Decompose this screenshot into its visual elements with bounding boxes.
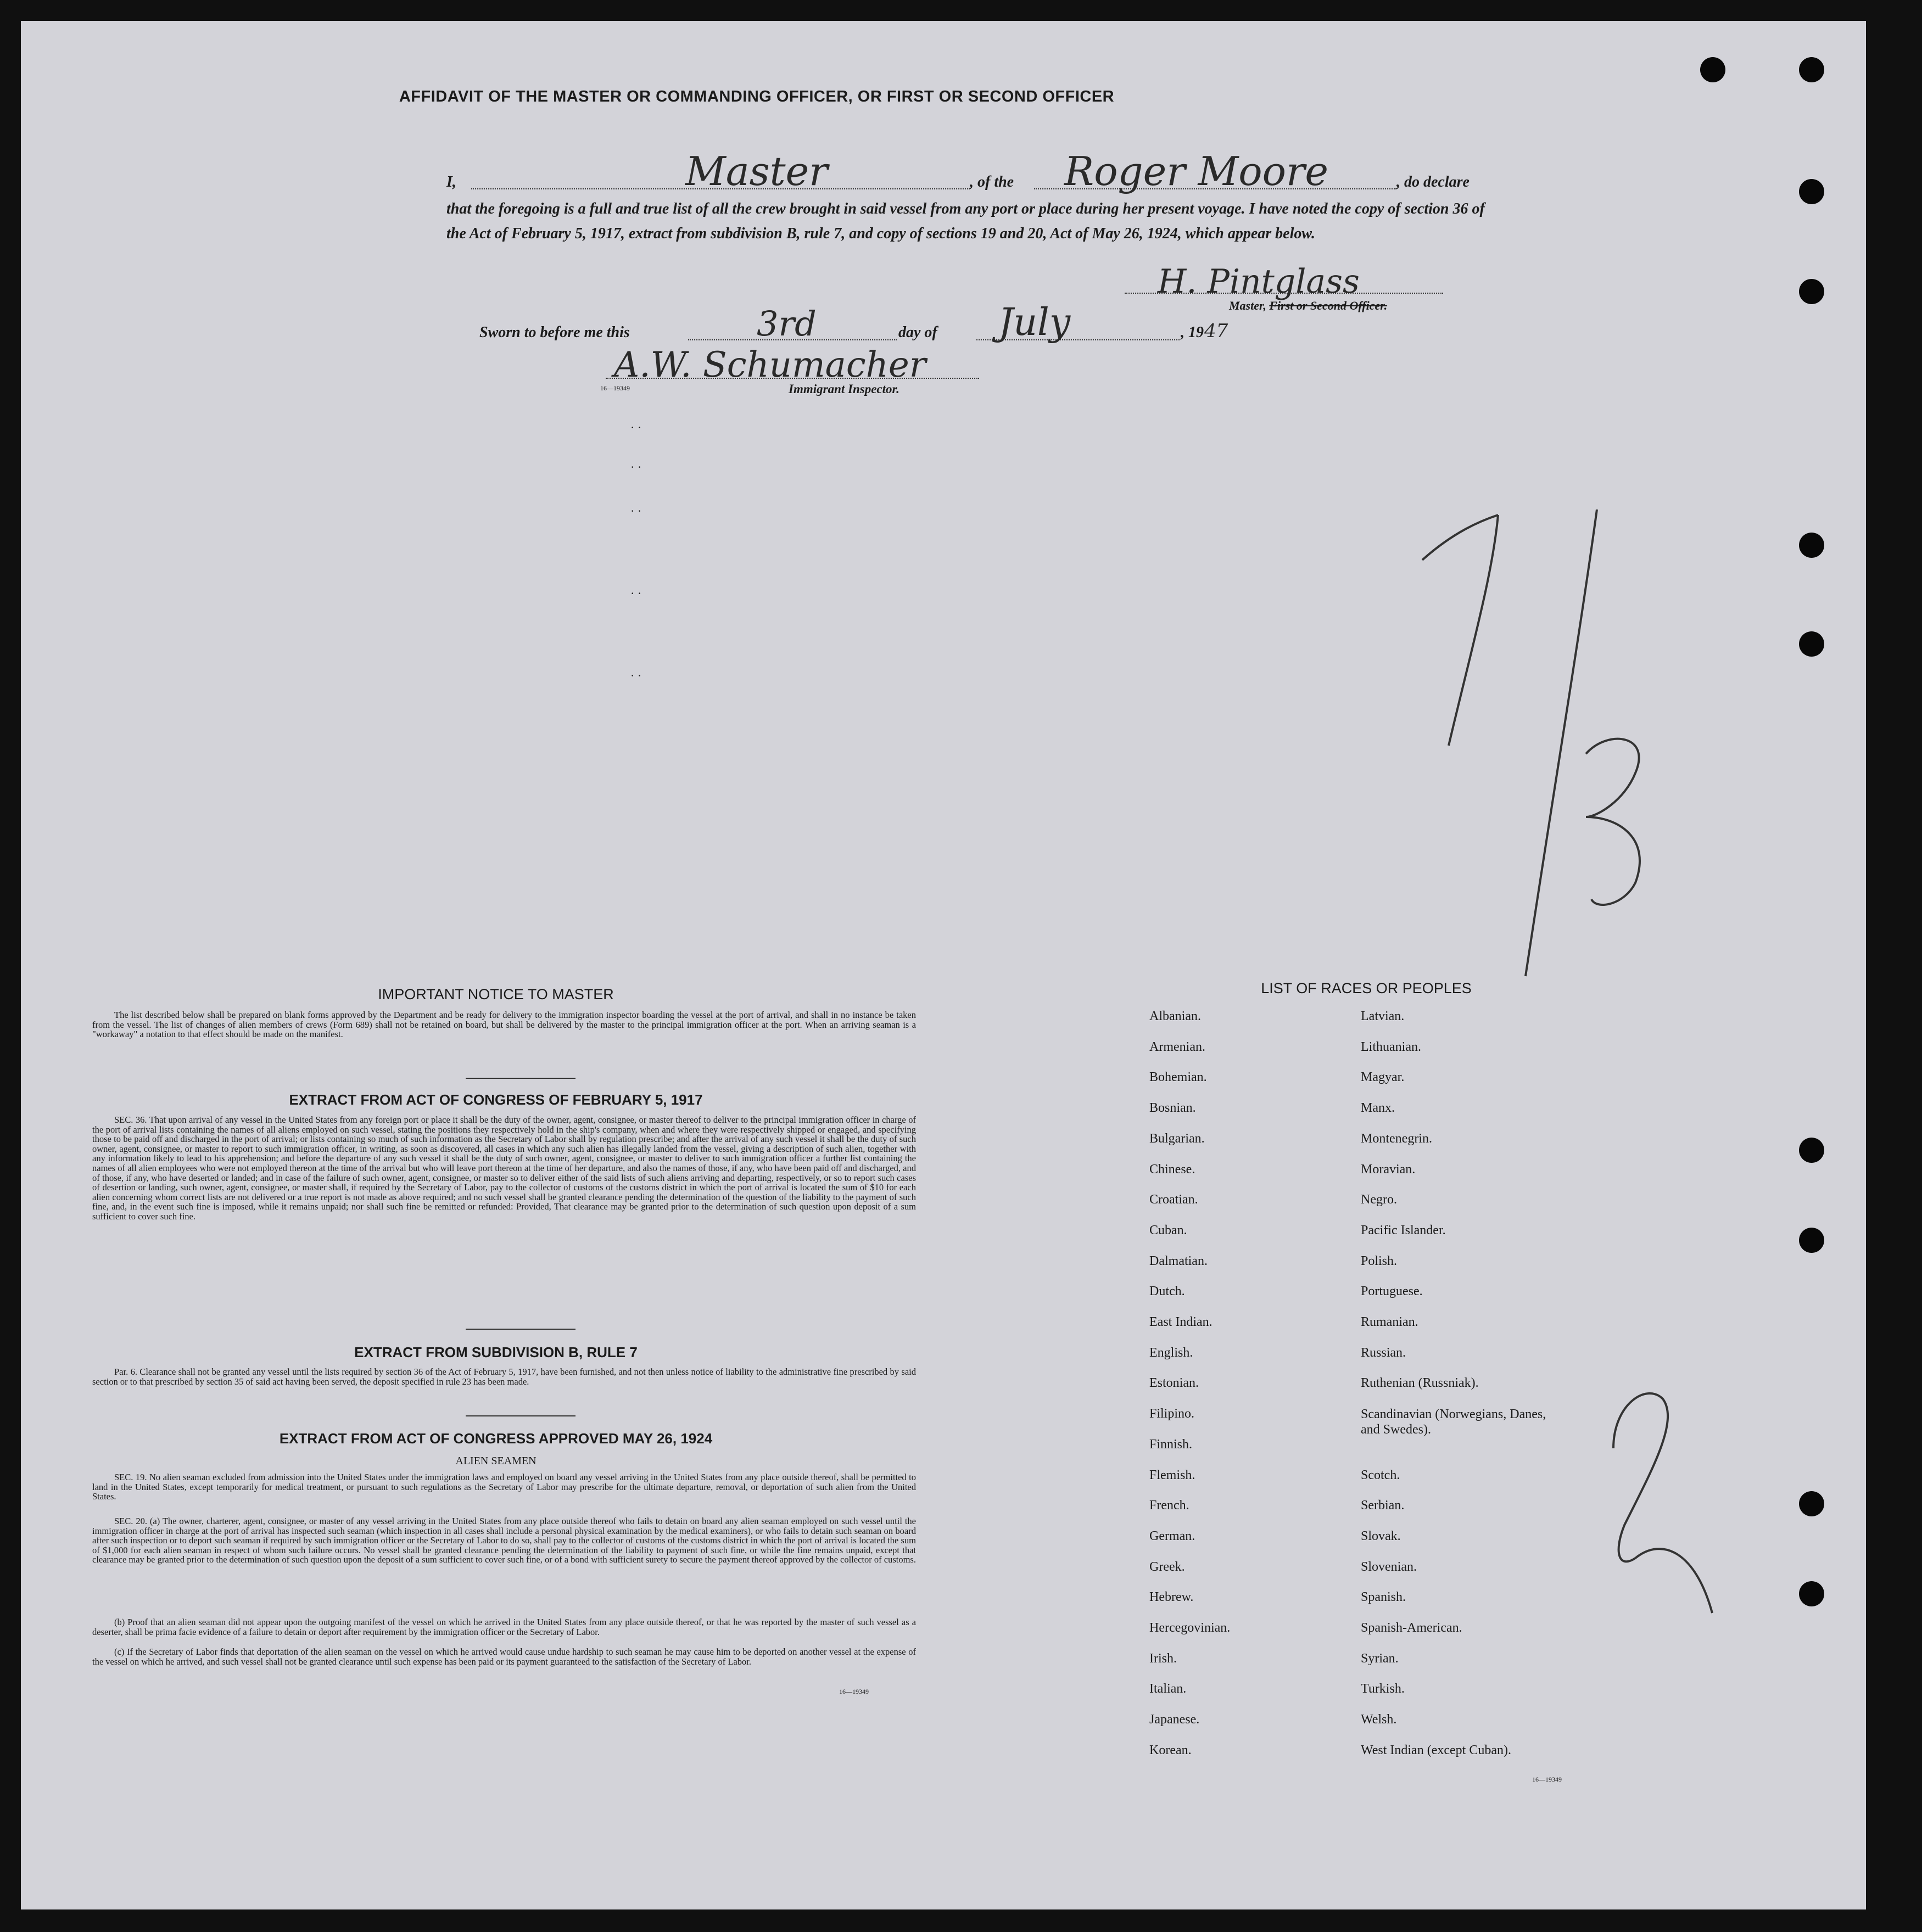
race-item: East Indian. [1149, 1315, 1213, 1329]
punch-hole [1799, 533, 1824, 558]
race-item: Rumanian. [1361, 1315, 1418, 1329]
race-item: Russian. [1361, 1345, 1406, 1360]
race-item: West Indian (except Cuban). [1361, 1743, 1511, 1757]
form-number-top: 16—19349 [600, 384, 630, 392]
race-item: Dutch. [1149, 1284, 1185, 1299]
rule7-text: Par. 6. Clearance shall not be granted any vessel until the lists required by section 36 of the Act of February 5, 1917, have been furnished, and not then unless notice of liability to the administrative fine prescribed by said section or to that prescribed by section 35 of said act having been served, the deposit specified in rule 23 has been made. [92, 1367, 916, 1387]
race-item: Hercegovinian. [1149, 1621, 1231, 1635]
punch-hole [1799, 1491, 1824, 1516]
race-item: Spanish-American. [1361, 1621, 1462, 1635]
month-handwritten: July [998, 301, 1071, 344]
race-item: Albanian. [1149, 1009, 1201, 1023]
punch-hole [1799, 179, 1824, 204]
punch-hole [1799, 631, 1824, 657]
race-item: Bulgarian. [1149, 1131, 1205, 1146]
margin-dots: · · [630, 421, 642, 434]
signature-caption: Master, First or Second Officer. [1229, 299, 1388, 312]
race-item: English. [1149, 1345, 1193, 1360]
sworn-label: Sworn to before me this [479, 324, 630, 341]
race-item: Syrian. [1361, 1651, 1399, 1666]
vessel-name-handwritten: Roger Moore [1064, 148, 1329, 194]
race-item: Serbian. [1361, 1498, 1405, 1513]
divider [466, 1078, 576, 1079]
divider [466, 1329, 576, 1330]
inspector-signature: A.W. Schumacher [614, 345, 926, 385]
punch-hole [1799, 1138, 1824, 1163]
affidavit-i-label: I, [446, 173, 456, 191]
race-item: Croatian. [1149, 1192, 1198, 1207]
margin-dots: · · [630, 586, 642, 600]
race-item: Chinese. [1149, 1162, 1195, 1177]
race-item: Estonian. [1149, 1376, 1199, 1391]
sec20c-text: (c) If the Secretary of Labor finds that deportation of the alien seaman on the vessel on which he arrived would cause undue hardship to such seaman he may cause him to be deported on another vessel at the expense of the vessel on which he arrived, and such vessel shall not be granted clearance until such expense has been paid or its payment guaranteed to the satisfaction of the Secretary of Labor. [92, 1647, 916, 1667]
handwritten-fraction-mark [1416, 509, 1690, 1004]
race-item: Portuguese. [1361, 1284, 1423, 1299]
of-the-label: , of the [970, 173, 1014, 191]
notice-text: The list described below shall be prepared on blank forms approved by the Department and be ready for delivery to the immigration inspector boarding the vessel at the port of arrival, and shall in no instance be taken from the vessel. The list of changes of alien members of crews (Form 689) shall not be retained on board, but shall be delivered by the master to the principal immigration officer at the port. When an arriving seaman is a "workaway" a notation to that effect should be made on the manifest. [92, 1010, 916, 1040]
master-signature: H. Pintglass [1158, 262, 1360, 301]
form-number-left: 16—19349 [839, 1688, 869, 1695]
race-item: Slovak. [1361, 1528, 1401, 1543]
day-of-label: day of [898, 324, 937, 341]
punch-hole [1799, 279, 1824, 304]
do-declare-label: , do declare [1396, 173, 1470, 191]
extract-1924-heading: EXTRACT FROM ACT OF CONGRESS APPROVED MAY 26, 1924 [279, 1430, 713, 1447]
punch-hole [1700, 57, 1725, 82]
master-handwritten: Master [685, 148, 828, 194]
race-item: Manx. [1361, 1101, 1395, 1116]
inspector-caption: Immigrant Inspector. [789, 382, 899, 396]
punch-hole [1799, 1228, 1824, 1253]
punch-hole [1799, 1581, 1824, 1606]
race-item: Scotch. [1361, 1468, 1400, 1482]
race-item: Korean. [1149, 1743, 1192, 1757]
form-sheet [21, 21, 1866, 1909]
margin-dots: · · [630, 460, 642, 474]
race-item: Magyar. [1361, 1070, 1405, 1085]
sec20b-text: (b) Proof that an alien seaman did not appear upon the outgoing manifest of the vessel on which he arrived in the United States from any place outside thereof, or that he was reported by the master of such vessel as a deserter, shall be prima facie evidence of a failure to detain or deport after requirement by the immigration officer or the Secretary of Labor. [92, 1617, 916, 1637]
year-suffix-handwritten: 47 [1204, 320, 1228, 342]
race-item: Pacific Islander. [1361, 1223, 1446, 1237]
race-item: Lithuanian. [1361, 1039, 1421, 1054]
race-item: Spanish. [1361, 1590, 1406, 1605]
margin-dots: · · [630, 669, 642, 682]
race-item: Hebrew. [1149, 1590, 1194, 1605]
race-item: Italian. [1149, 1682, 1187, 1696]
extract-1917-heading: EXTRACT FROM ACT OF CONGRESS OF FEBRUARY 5, 1917 [289, 1091, 703, 1108]
race-item: Bohemian. [1149, 1070, 1207, 1085]
rule7-heading: EXTRACT FROM SUBDIVISION B, RULE 7 [354, 1344, 638, 1360]
sec19-text: SEC. 19. No alien seaman excluded from admission into the United States under the immigration laws and employed on board any vessel arriving in the United States from any place outside thereof, shall be permitted to land in the United States, except temporarily for medical treatment, or pursuant to such regulations as the Secretary of Labor may prescribe for the ultimate departure, removal, or deportation of such alien from the United States. [92, 1472, 916, 1502]
margin-dots: · · [630, 504, 642, 518]
race-item: Flemish. [1149, 1468, 1195, 1482]
race-item: Filipino. [1149, 1407, 1195, 1421]
race-item: Greek. [1149, 1559, 1185, 1574]
affidavit-body: that the foregoing is a full and true list of all the crew brought in said vessel from any port or place during her present voyage. I have noted the copy of section 36 of the Act of February 5, 1917, extract from subdivision B, rule 7, and copy of sections 19 and 20, Act of May 26, 1924, which appear below. [446, 200, 1485, 242]
race-item: Armenian. [1149, 1039, 1205, 1054]
extract-1917-text: SEC. 36. That upon arrival of any vessel in the United States from any foreign port or place it shall be the duty of the owner, agent, consignee, or master thereof to deliver to the principal immigration officer in charge of the port of arrival lists containing the names of all aliens employed on such vessel, stating the positions they respectively hold in the ship's company, when and where they were respectively shipped or engaged, and specifying those to be paid off and discharged in the port of arrival; or lists containing so much of such information as the Secretary of Labor shall by regulation prescribe; and after the arrival of any such vessel it shall be the duty of such owner, agent, consignee, or master to report to such immigration officer, in writing, as soon as discovered, all cases in which any such alien has illegally landed from the vessel, giving a description of such alien, together with any information likely to lead to his apprehension; and before the departure of any such vessel it shall be the duty of such owner, agent, consignee, or master to deliver to such immigration officer a further list containing the names of all alien employees who were not employed thereon at the time of the arrival but who will leave port thereon at the time of her departure, and also the names of those, if any, who have been paid off and discharged, and of those, if any, who have deserted or landed; and in case of the failure of such owner, agent, consignee, or master so to deliver either of the said lists of such aliens arriving and departing, respectively, or so to report such cases of desertion or landing, such owner, agent, consignee, or master shall, if required by the Secretary of Labor, pay to the collector of customs of the customs district in which the port of arrival is located the sum of $10 for each alien concerning whom correct lists are not delivered or a true report is not made as above required; and no such vessel shall be granted clearance pending the determination of the question of the liability to the payment of such fine, and, in the event such fine is imposed, while it remains unpaid; nor shall such fine be remitted or refunded: Provided, That clearance may be granted prior to the determination of such question upon deposit of a sum sufficient to cover such fine. [92, 1115, 916, 1222]
sec20a-text: SEC. 20. (a) The owner, charterer, agent, consignee, or master of any vessel arriving in the United States from any place outside thereof who fails to detain on board any alien seaman employed on such vessel until the immigration officer in charge at the port of arrival has inspected such seaman (which inspection in all cases shall include a personal physical examination by the medical examiners), or who fails to detain such seaman on board after such inspection or to deport such seaman if required by such immigration officer or the Secretary of Labor to do so, shall pay to the collector of customs of the customs district in which the port of arrival is located the sum of $1,000 for each alien seaman in respect of whom such failure occurs. No vessel shall be granted clearance pending the determination of the liability to payment of such fine, or while the fine remains unpaid, except that clearance may be granted prior to the determination of such question upon the deposit of a sum sufficient to cover such fine, or of a bond with sufficient surety to secure the payment thereof approved by the collector of customs. [92, 1516, 916, 1565]
affidavit-title: AFFIDAVIT OF THE MASTER OR COMMANDING OFFICER, OR FIRST OR SECOND OFFICER [399, 88, 1115, 105]
race-item: Finnish. [1149, 1437, 1193, 1452]
race-item: French. [1149, 1498, 1189, 1513]
race-item: Negro. [1361, 1192, 1397, 1207]
races-heading: LIST OF RACES OR PEOPLES [1261, 980, 1472, 996]
race-item: Dalmatian. [1149, 1253, 1208, 1268]
race-item: German. [1149, 1528, 1195, 1543]
race-item: Turkish. [1361, 1682, 1405, 1696]
handwritten-figure-two [1602, 1371, 1745, 1635]
race-item: Montenegrin. [1361, 1131, 1432, 1146]
race-item: Welsh. [1361, 1712, 1397, 1727]
form-number-right: 16—19349 [1532, 1776, 1562, 1783]
race-item: Bosnian. [1149, 1101, 1196, 1116]
day-handwritten: 3rd [757, 304, 817, 344]
race-item: Japanese. [1149, 1712, 1200, 1727]
race-item: Ruthenian (Russniak). [1361, 1376, 1479, 1391]
year-prefix: , 19 [1181, 324, 1204, 341]
race-item: Scandinavian (Norwegians, Danes, and Swedes). [1361, 1407, 1546, 1437]
divider [466, 1415, 576, 1416]
race-item: Latvian. [1361, 1009, 1405, 1023]
race-item: Moravian. [1361, 1162, 1416, 1177]
race-item: Cuban. [1149, 1223, 1187, 1237]
alien-seamen-subheading: ALIEN SEAMEN [455, 1455, 537, 1467]
race-item: Slovenian. [1361, 1559, 1417, 1574]
notice-heading: IMPORTANT NOTICE TO MASTER [378, 986, 614, 1003]
race-item: Polish. [1361, 1253, 1398, 1268]
race-item: Irish. [1149, 1651, 1177, 1666]
punch-hole [1799, 57, 1824, 82]
